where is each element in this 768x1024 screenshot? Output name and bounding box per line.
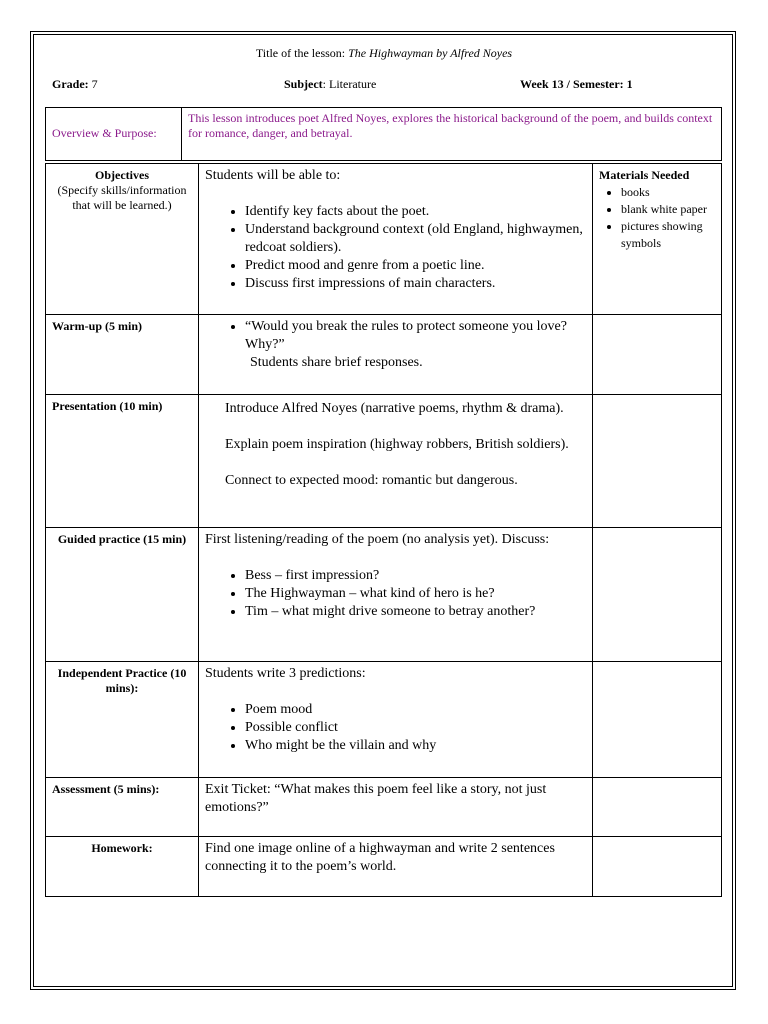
independent-content bbox=[199, 662, 592, 755]
guided-label: Guided practice (15 min) bbox=[57, 532, 187, 546]
presentation-line: Connect to expected mood: romantic but dangerous. bbox=[225, 473, 518, 488]
homework-label: Homework: bbox=[91, 841, 153, 855]
guided-list bbox=[205, 567, 586, 621]
materials-label: Materials Needed bbox=[599, 168, 690, 182]
overview-text: This lesson introduces poet Alfred Noyes, explores the historical background of the poem, and builds context for romance, danger, and betrayal. bbox=[188, 111, 713, 140]
homework-row bbox=[46, 837, 722, 897]
presentation-line: Explain poem inspiration (highway robbers, British soldiers). bbox=[225, 437, 569, 452]
guided-row bbox=[46, 528, 722, 662]
overview-box bbox=[45, 107, 722, 161]
list-item: • “Would you break the rules to protect someone you love? Why?” bbox=[245, 318, 586, 354]
title-italic: The Highwayman by Alfred Noyes bbox=[348, 46, 513, 60]
list-item: • pictures showing symbols bbox=[621, 218, 715, 252]
guided-content bbox=[199, 528, 592, 621]
grade-value: 7 bbox=[88, 77, 98, 91]
assessment-text: Exit Ticket: “What makes this poem feel like a story, not just emotions?” bbox=[205, 782, 547, 815]
presentation-label: Presentation (10 min) bbox=[52, 399, 163, 413]
list-item: • Discuss first impressions of main characters. bbox=[245, 275, 586, 293]
objectives-intro: Students will be able to: bbox=[205, 168, 341, 183]
materials-list bbox=[599, 184, 715, 252]
list-item: • Bess – first impression? bbox=[245, 567, 586, 585]
lesson-plan-table bbox=[45, 163, 722, 897]
homework-text: Find one image online of a highwayman and write 2 sentences connecting it to the poem’s world. bbox=[205, 841, 555, 874]
presentation-content bbox=[199, 395, 592, 490]
subject-label: Subject bbox=[284, 77, 323, 91]
objectives-list bbox=[205, 203, 586, 293]
list-item: • Predict mood and genre from a poetic line. bbox=[245, 257, 586, 275]
independent-row bbox=[46, 662, 722, 778]
presentation-line: Introduce Alfred Noyes (narrative poems, rhythm & drama). bbox=[225, 401, 564, 416]
independent-label: Independent Practice (10 mins): bbox=[57, 666, 187, 695]
objectives-row bbox=[46, 164, 722, 315]
lesson-title bbox=[0, 46, 768, 61]
guided-intro: First listening/reading of the poem (no analysis yet). Discuss: bbox=[205, 532, 550, 547]
objectives-sublabel: (Specify skills/information that will be learned.) bbox=[57, 183, 187, 212]
list-item: • The Highwayman – what kind of hero is he? bbox=[245, 585, 586, 603]
list-item: • blank white paper bbox=[621, 201, 715, 218]
subject-value: : Literature bbox=[322, 77, 377, 91]
list-item: • Identify key facts about the poet. bbox=[245, 203, 586, 221]
warmup-label: Warm-up (5 min) bbox=[52, 319, 142, 333]
objectives-content bbox=[199, 164, 592, 293]
week-semester: Week 13 / Semester: 1 bbox=[520, 77, 633, 91]
subject-field bbox=[284, 77, 376, 92]
list-item: • Possible conflict bbox=[245, 719, 586, 737]
list-item: • Understand background context (old England, highwaymen, redcoat soldiers). bbox=[245, 221, 586, 257]
objectives-label bbox=[46, 164, 198, 213]
list-item: • Tim – what might drive someone to betray another? bbox=[245, 603, 586, 621]
objectives-title: Objectives bbox=[95, 168, 149, 182]
assessment-row bbox=[46, 778, 722, 837]
warmup-row bbox=[46, 315, 722, 395]
grade-field bbox=[52, 77, 98, 92]
grade-label: Grade: bbox=[52, 77, 89, 91]
warmup-note: Students share brief responses. bbox=[250, 355, 423, 370]
list-item: • Who might be the villain and why bbox=[245, 737, 586, 755]
independent-list bbox=[205, 701, 586, 755]
list-item: • books bbox=[621, 184, 715, 201]
list-item: • Poem mood bbox=[245, 701, 586, 719]
warmup-content bbox=[199, 315, 592, 372]
materials-cell bbox=[593, 164, 721, 252]
assessment-label: Assessment (5 mins): bbox=[52, 782, 160, 796]
title-prefix: Title of the lesson: bbox=[255, 46, 349, 60]
overview-label: Overview & Purpose: bbox=[46, 108, 182, 160]
presentation-row bbox=[46, 395, 722, 528]
independent-intro: Students write 3 predictions: bbox=[205, 666, 366, 681]
